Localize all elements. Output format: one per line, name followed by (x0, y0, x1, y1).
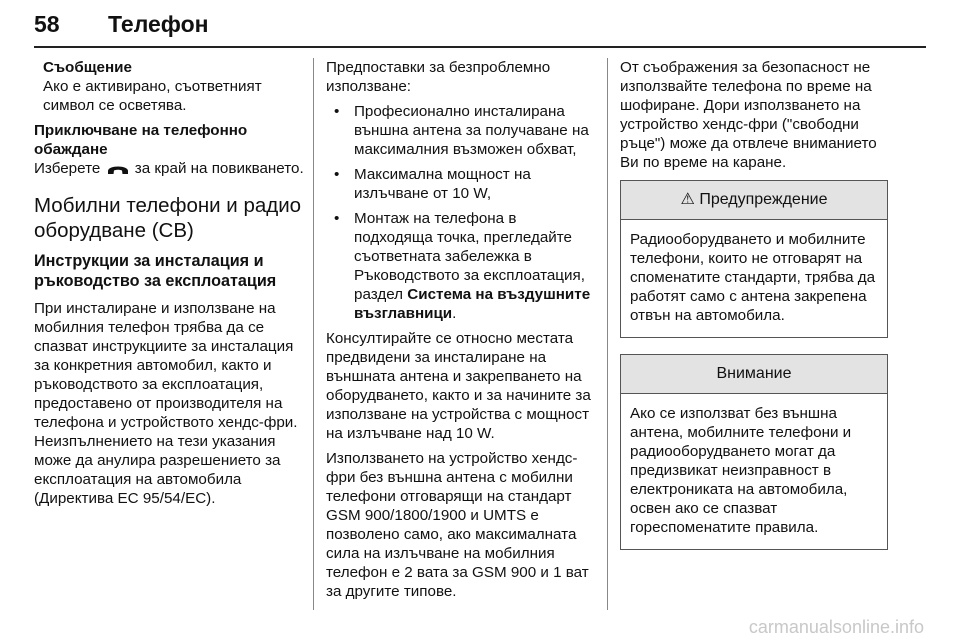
subsection-heading: Инструкции за инсталация и ръководство за експлоатация (34, 252, 277, 290)
list-item: • Максимална мощност на излъчване от 10 W, (326, 165, 596, 203)
end-call-text (34, 159, 304, 181)
messages-text: Ако е активирано, съответният символ се осветява. (43, 78, 262, 114)
warning-icon: ⚠ (680, 191, 695, 208)
end-call-title: Приключване на телефонно обаждане (34, 122, 248, 158)
warning-title: Предупреждение (699, 191, 828, 208)
safety-paragraph: От съображения за безопасност не използвайте телефона по време на шофиране. Дори използването на устройство хендс-фри ("свободни ръце") може да отвлече вниманието Ви по време на каране. (620, 59, 877, 171)
column-2 (326, 58, 596, 601)
list-item: • Професионално инсталирана външна антена за получаване на максималния възможен обхват, (326, 102, 596, 159)
bullet3-text: Монтаж на телефона в подходяща точка, прегледайте съответната забележка в Ръководството за експлоатация, раздел (354, 210, 585, 303)
end-call-handset-icon (107, 162, 129, 181)
caution-box (620, 354, 888, 550)
warning-box (620, 180, 888, 338)
column-divider-2 (607, 58, 608, 610)
end-call-text-1: Изберете (34, 160, 101, 177)
column-divider-1 (313, 58, 314, 610)
prerequisites-intro: Предпоставки за безпроблемно използване: (326, 59, 551, 95)
watermark: carmanualsonline.info (748, 617, 924, 637)
caution-title: Внимание (716, 365, 792, 382)
airbag-system-link-text: Система на въздушните възглавници (354, 286, 591, 322)
warning-text: Радиооборудването и мобилните телефони, които не отговарят на споменатите стандарти, трябва да работят само с антена закрепена отвън на автомобила. (630, 231, 876, 324)
section-heading: Мобилни телефони и радио оборудване (CB) (34, 194, 302, 242)
messages-item (34, 58, 304, 115)
messages-title: Съобщение (43, 59, 132, 76)
caution-text: Ако се използват без външна антена, мобилните телефони и радиооборудването могат да предизвикат неизправност в електрониката на автомобила, освен ако се спазват гореспоменатите правила. (630, 405, 852, 536)
column-1 (34, 58, 304, 508)
installation-paragraph: При инсталиране и използване на мобилния телефон трябва да се спазват инструкциите за инсталация за конкретния автомобил, както и ръководството за експлоатация, предоставено от производителя на телефона и устройството хендс-фри. Неизпълнението на тези указания може да анулира разрешението за експлоатация на автомобила (Директива ЕС 95/54/ЕС). (34, 300, 298, 507)
caution-header (621, 355, 887, 394)
bullet3-end: . (452, 305, 457, 322)
list-item (326, 209, 596, 323)
page-number: 58 (34, 11, 60, 37)
header-rule (34, 46, 926, 48)
prerequisites-list (326, 102, 596, 323)
consult-paragraph: Консултирайте се относно местата предвидени за инсталиране на външната антена и закрепването на оборудването, както и за начините за използване на устройства с мощност на излъчване над 10 W. (326, 330, 591, 442)
end-call-text-2: за край на повикването. (134, 160, 304, 177)
page-title: Телефон (108, 11, 209, 37)
warning-header (621, 181, 887, 220)
handsfree-paragraph: Използването на устройство хендс-фри без външна антена с мобилни телефони отговарящи на стандарт GSM 900/1800/1900 и UMTS е позволено само, ако максималната сила на излъчване на мобилния телефон е 2 вата за GSM 900 и 1 ват за другите типове. (326, 450, 589, 600)
column-3 (620, 58, 888, 550)
